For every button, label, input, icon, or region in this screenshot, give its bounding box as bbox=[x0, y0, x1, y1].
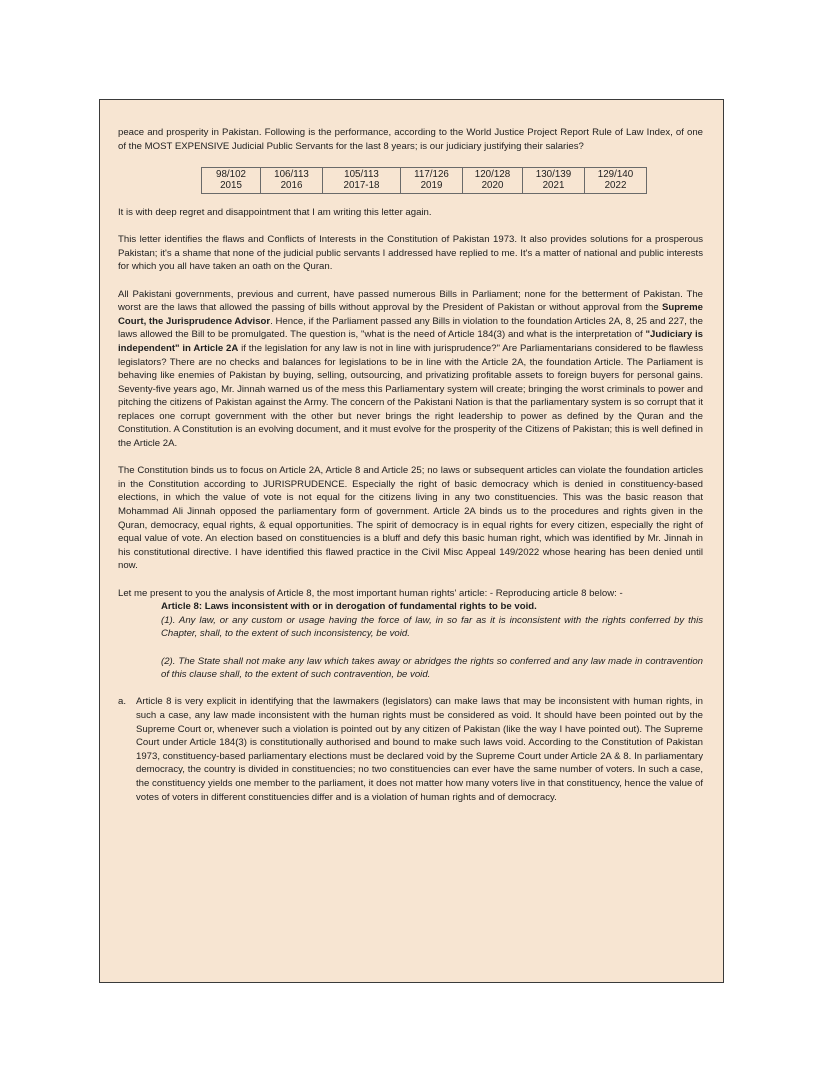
rank-value: 130/139 bbox=[535, 168, 572, 180]
article-8-clause-2: (2). The State shall not make any law which takes away or abridges the rights so conferred and any law made in contravention of this clause shall, to the extent of such contravention, be void. bbox=[161, 655, 703, 681]
rank-value: 98/102 bbox=[216, 168, 246, 180]
rankings-row bbox=[202, 167, 647, 193]
ranking-cell bbox=[323, 167, 401, 193]
rank-year: 2020 bbox=[481, 180, 504, 192]
rank-value: 120/128 bbox=[474, 168, 511, 180]
rank-year: 2017-18 bbox=[343, 180, 380, 192]
analysis-item bbox=[118, 695, 703, 804]
rank-value: 105/113 bbox=[344, 168, 379, 180]
rank-year: 2016 bbox=[280, 180, 303, 192]
rank-value: 129/140 bbox=[597, 168, 634, 180]
ranking-cell bbox=[202, 167, 261, 193]
governments-bold-1: Supreme Court, the Jurisprudence Advisor bbox=[118, 302, 703, 327]
governments-bold-2: "Judiciary is independent" in Article 2A bbox=[118, 329, 703, 354]
rank-year: 2015 bbox=[220, 180, 242, 192]
ranking-cell bbox=[585, 167, 647, 193]
governments-text-1: All Pakistani governments, previous and current, have passed numerous Bills in Parliament; none for the betterment of Pakistan. The worst are the laws that allowed the passing of bills without approval by the President of Pakistan or without approval from the bbox=[118, 288, 703, 314]
analysis-text: Article 8 is very explicit in identifying that the lawmakers (legislators) can make laws that may be inconsistent with human rights, in such a case, any law made inconsistent with the human rights must be considered as void. It should have been pointed out by the Supreme Court or, whenever such a violation is pointed out by any citizen of Pakistan (like the way I have pointed out). The Supreme Court under Article 184(3) is constitutionally authorised and bound to make such laws void. According to the Constitution of Pakistan 1973, constituency-based parliamentary elections must be declared void by the Supreme Court under Article 2A & 8. In parliamentary democracy, the country is divided in constituencies; no two constituencies can ever have the same number of voters. In such a case, the constituency yields one member to the parliament, it does not matter how many voters live in that constituency, hence the value of votes of voters in different constituencies differ and is a violation of human rights and of democracy. bbox=[136, 696, 703, 803]
ranking-cell bbox=[401, 167, 463, 193]
rank-year: 2022 bbox=[604, 180, 627, 192]
rank-value: 106/113 bbox=[274, 168, 309, 180]
governments-text-2: . Hence, if the Parliament passed any Bills in violation to the foundation Articles 2A, 8, 25 and 227, the laws allowed the Bill to be promulgated. The question is, "what is the need of Article 184(3) and what is the interpretation of bbox=[118, 315, 703, 341]
identifies-paragraph: This letter identifies the flaws and Conflicts of Interests in the Constitution of Pakistan 1973. It also provides solutions for a prosperous Pakistan; it's a shame that none of the judicial public servants I addressed have replied to me. It's a matter of national and public interests for which you all have taken an oath on the Quran. bbox=[118, 234, 703, 273]
constitution-paragraph: The Constitution binds us to focus on Article 2A, Article 8 and Article 25; no laws or subsequent articles can violate the foundation articles in the Constitution according to JURISPRUDENCE. Especially the right of basic democracy which is denied in constituency-based elections, in which the value of vote is not equal for the citizens living in any two constituencies. This was the basic reason that Mohammad Ali Jinnah opposed the parliamentary form of government. Article 2A binds us to the procedures and rights given in the Quran, democracy, equal rights, & equal opportunities. The spirit of democracy is in equal rights for every citizen, especially the right of equal value of vote. An election based on constituencies is a bluff and defy this basic human right, which was identified by Mr. Jinnah in his constitutional directive. I have identified this flawed practice in the Civil Misc Appeal 149/2022 whose hearing has been denied until now. bbox=[118, 465, 703, 572]
governments-text-3: if the legislation for any law is not in line with jurisprudence?" Are Parliamentarians considered to be flawless legislators? There are no checks and balances for legislations to be in line with the Article 2A, the foundation Article. The Parliament is behaving like enemies of Pakistan by buying, selling, outsourcing, and privatizing profitable assets to foreign buyers for personal gains. Seventy-five years ago, Mr. Jinnah warned us of the mess this Parliamentary system will create; bringing the worst criminals to power and pitching the citizens of Pakistan against the Army. The concern of the Pakistani Nation is that the parliamentary system is so corrupt that it replaces one corrupt government with the other but never brings the right leadership to power as defined by the Quran and the Constitution. A Constitution is an evolving document, and it must evolve for the prosperity of the Citizens of Pakistan; this is well defined in the Article 2A. bbox=[118, 342, 703, 450]
rank-value: 117/126 bbox=[414, 168, 449, 180]
governments-paragraph bbox=[118, 288, 703, 451]
present-paragraph: Let me present to you the analysis of Article 8, the most important human rights' article: - Reproducing article 8 below: - bbox=[118, 587, 623, 599]
intro-paragraph: peace and prosperity in Pakistan. Following is the performance, according to the World Justice Project Report Rule of Law Index, of one of the MOST EXPENSIVE Judicial Public Servants for the last 8 years; is our judiciary justifying their salaries? bbox=[118, 127, 703, 152]
list-marker: a. bbox=[118, 696, 127, 708]
ranking-cell bbox=[463, 167, 523, 193]
rule-of-law-rankings-table bbox=[201, 167, 647, 194]
page-content bbox=[118, 126, 703, 804]
document-page bbox=[99, 99, 724, 983]
ranking-cell bbox=[261, 167, 323, 193]
article-8-heading: Article 8: Laws inconsistent with or in derogation of fundamental rights to be void. bbox=[161, 601, 537, 613]
article-8-quote bbox=[161, 600, 703, 682]
rank-year: 2019 bbox=[420, 180, 443, 192]
rank-year: 2021 bbox=[542, 180, 565, 192]
regret-paragraph: It is with deep regret and disappointment that I am writing this letter again. bbox=[118, 206, 432, 218]
ranking-cell bbox=[523, 167, 585, 193]
article-8-clause-1: (1). Any law, or any custom or usage having the force of law, in so far as it is inconsistent with the rights conferred by this Chapter, shall, to the extent of such inconsistency, be void. bbox=[161, 614, 703, 640]
